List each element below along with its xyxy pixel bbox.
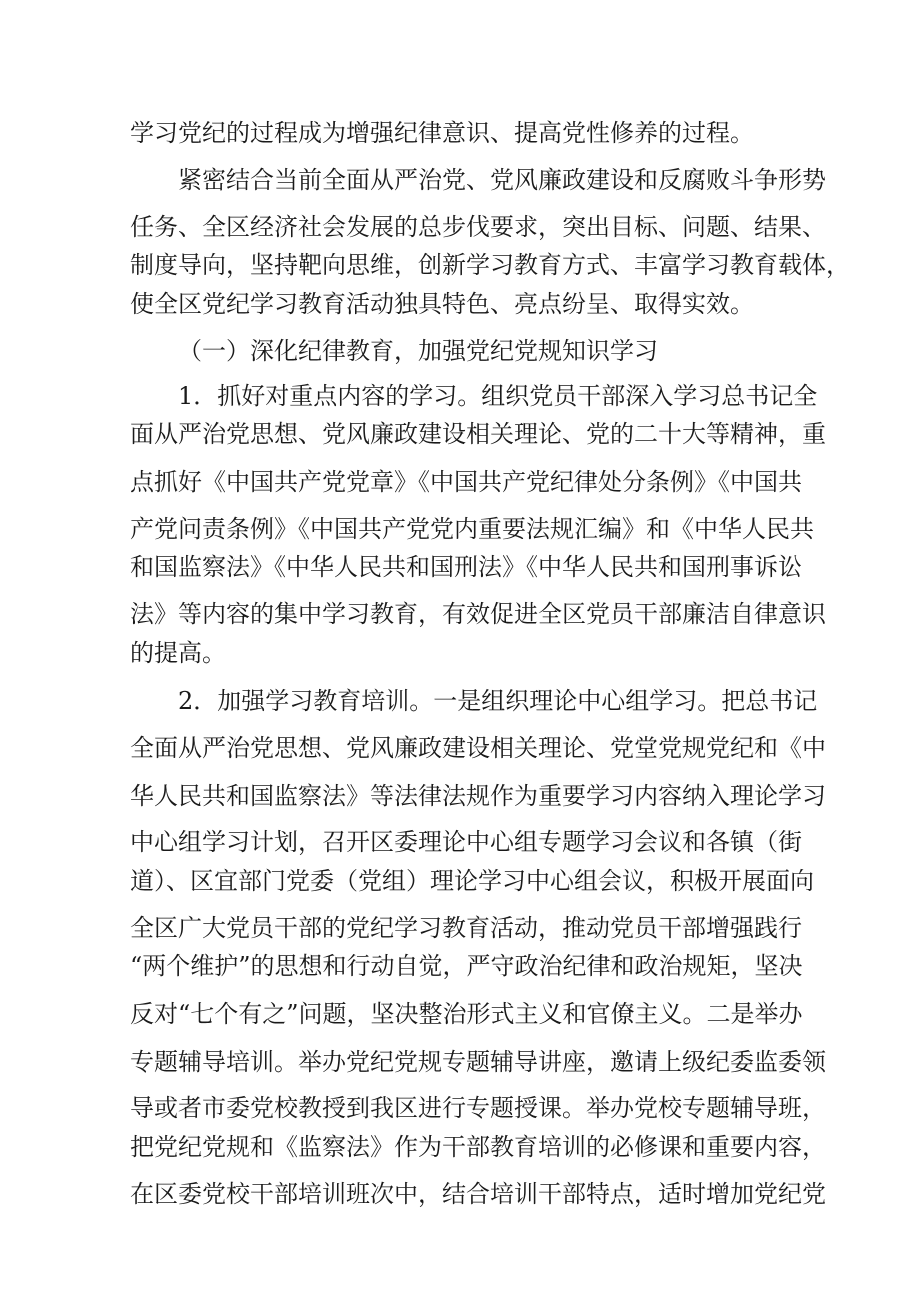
paragraph-line: 点抓好《中国共产党党章》《中国共产党纪律处分条例》《中国共 [130,468,802,496]
paragraph-line: 任务、全区经济社会发展的总步伐要求，突出目标、问题、结果、 [130,213,826,241]
paragraph-line: 华人民共和国监察法》等法律法规作为重要学习内容纳入理论学习 [130,782,826,810]
section-heading: （一）深化纪律教育，加强党纪党规知识学习 [178,337,658,365]
paragraph-line: 全区广大党员干部的党纪学习教育活动，推动党员干部增强践行 [130,914,802,942]
paragraph-line: 法》等内容的集中学习教育，有效促进全区党员干部廉洁自律意识 [130,600,826,628]
paragraph-line: 2．加强学习教育培训。一是组织理论中心组学习。把总书记 [178,687,818,715]
paragraph-line: 1．抓好对重点内容的学习。组织党员干部深入学习总书记全 [178,382,818,410]
paragraph-line: 专题辅导培训。举办党纪党规专题辅导讲座，邀请上级纪委监委领 [130,1048,826,1076]
paragraph-line: 的提高。 [130,639,226,667]
paragraph-line: 中心组学习计划，召开区委理论中心组专题学习会议和各镇（街 [130,828,802,856]
paragraph-line: “两个维护”的思想和行动自觉，严守政治纪律和政治规矩，坚决 [130,952,803,980]
paragraph-line: 导或者市委党校教授到我区进行专题授课。举办党校专题辅导班， [130,1094,826,1122]
paragraph-line: 反对“七个有之”问题，坚决整治形式主义和官僚主义。二是举办 [130,1000,803,1028]
paragraph-line: 学习党纪的过程成为增强纪律意识、提高党性修养的过程。 [130,119,754,147]
paragraph-line: 在区委党校干部培训班次中，结合培训干部特点，适时增加党纪党 [130,1180,826,1208]
paragraph-line: 把党纪党规和《监察法》作为干部教育培训的必修课和重要内容， [130,1133,826,1161]
paragraph-line: 使全区党纪学习教育活动独具特色、亮点纷呈、取得实效。 [130,290,754,318]
paragraph-line: 面从严治党思想、党风廉政建设相关理论、党的二十大等精神，重 [130,420,826,448]
paragraph-line: 和国监察法》《中华人民共和国刑法》《中华人民共和国刑事诉讼 [130,553,802,581]
paragraph-line: 产党问责条例》《中国共产党党内重要法规汇编》和《中华人民共 [130,515,814,543]
paragraph-line: 道）、区宜部门党委（党组）理论学习中心组会议，积极开展面向 [130,867,814,895]
paragraph-line: 紧密结合当前全面从严治党、党风廉政建设和反腐败斗争形势 [178,166,826,194]
paragraph-line: 制度导向，坚持靶向思维，创新学习教育方式、丰富学习教育载体， [130,251,850,279]
paragraph-line: 全面从严治党思想、党风廉政建设相关理论、党堂党规党纪和《中 [130,734,826,762]
